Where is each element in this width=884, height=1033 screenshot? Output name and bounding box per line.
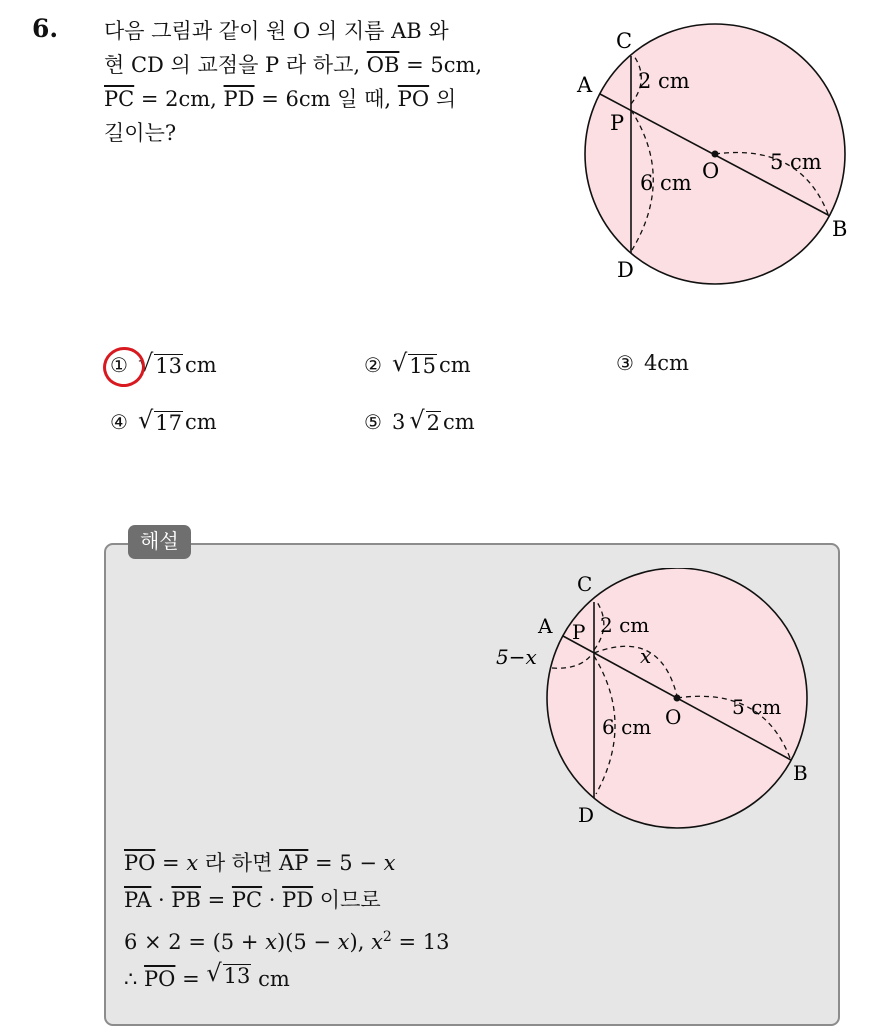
solution-label-ap-length: 5−x	[496, 645, 537, 669]
solution-label-p: P	[572, 620, 586, 644]
solution-label-ob-length: 5 cm	[732, 695, 782, 719]
label-d: D	[617, 258, 634, 282]
segment-ob: $\overline{OB}$	[366, 53, 400, 77]
solution-label-d: D	[578, 803, 595, 827]
solution-text	[124, 845, 450, 998]
choice-3[interactable]	[616, 351, 689, 375]
choice-4-unit: cm	[184, 409, 217, 434]
question-line-2: 현 CD 의 교점을 P 라 하고, $\overline{OB} = 5cm$,	[104, 53, 483, 77]
solution-label-o: O	[665, 705, 682, 729]
choice-2-value: √ 15	[391, 349, 436, 378]
choice-4-value: √ 17	[137, 406, 182, 435]
label-c: C	[616, 29, 633, 53]
choice-2-mark: ②	[364, 352, 382, 377]
label-ob-length: 5 cm	[770, 150, 822, 174]
choice-5-coef: 3	[391, 409, 406, 434]
solution-figure	[490, 568, 820, 833]
choice-1-unit: cm	[184, 352, 217, 377]
choice-1-mark: ①	[110, 352, 128, 377]
label-pc-length: 2 cm	[638, 69, 690, 93]
choice-2[interactable]	[364, 351, 471, 378]
choice-4[interactable]	[110, 408, 217, 435]
choice-2-unit: cm	[438, 352, 471, 377]
solution-center-o	[674, 695, 681, 702]
label-a: A	[577, 73, 593, 97]
solution-line-1: $\overline{PO} = x$ 라 하면 $\overline{AP} = 5 - x$	[124, 851, 396, 875]
circle-figure	[570, 18, 870, 293]
answer-choices	[104, 345, 804, 455]
segment-pd: $\overline{PD}$	[223, 87, 255, 111]
segment-pc: $\overline{PC}$	[104, 87, 135, 111]
choice-5-value: √ 2	[409, 406, 440, 435]
choice-5-mark: ⑤	[364, 409, 382, 434]
solution-label-pd-length: 6 cm	[602, 715, 652, 739]
choice-5[interactable]	[364, 408, 475, 435]
segment-po: $\overline{PO}$	[397, 87, 430, 111]
choice-5-unit: cm	[442, 409, 475, 434]
label-p: P	[610, 111, 625, 135]
center-o	[712, 151, 719, 158]
question-text	[104, 14, 554, 150]
choice-1[interactable]	[110, 351, 217, 378]
label-o: O	[702, 159, 720, 183]
label-pd-length: 6 cm	[640, 171, 692, 195]
choice-3-value: 4cm	[643, 351, 689, 375]
solution-tag: 해설	[128, 525, 191, 559]
solution-line-2: $\overline{PA} \cdot \overline{PB} = \overline{PC} \cdot \overline{PD}$ 이므로	[124, 888, 381, 912]
choice-4-mark: ④	[110, 409, 128, 434]
question-line-1: 다음 그림과 같이 원 O 의 지름 AB 와	[104, 19, 449, 43]
question-number: 6.	[32, 14, 59, 43]
solution-line-4: ∴ $\overline{PO}$ = √ 13 cm	[124, 959, 290, 991]
solution-label-c: C	[577, 572, 593, 596]
question-line-3: $\overline{PC} = 2cm$, $\overline{PD} = 6cm$ 일 때, $\overline{PO}$ 의	[104, 87, 457, 111]
choice-1-value: √ 13	[137, 349, 182, 378]
solution-label-x: x	[640, 644, 652, 668]
solution-label-b: B	[793, 761, 808, 785]
solution-line-3: 6 × 2 = (5 + x)(5 − x), $x^2 = 13$	[124, 929, 450, 954]
choice-3-mark: ③	[616, 351, 634, 375]
question-line-4: 길이는?	[104, 121, 177, 145]
label-b: B	[832, 217, 848, 241]
solution-label-pc-length: 2 cm	[600, 613, 650, 637]
solution-label-a: A	[538, 614, 553, 638]
